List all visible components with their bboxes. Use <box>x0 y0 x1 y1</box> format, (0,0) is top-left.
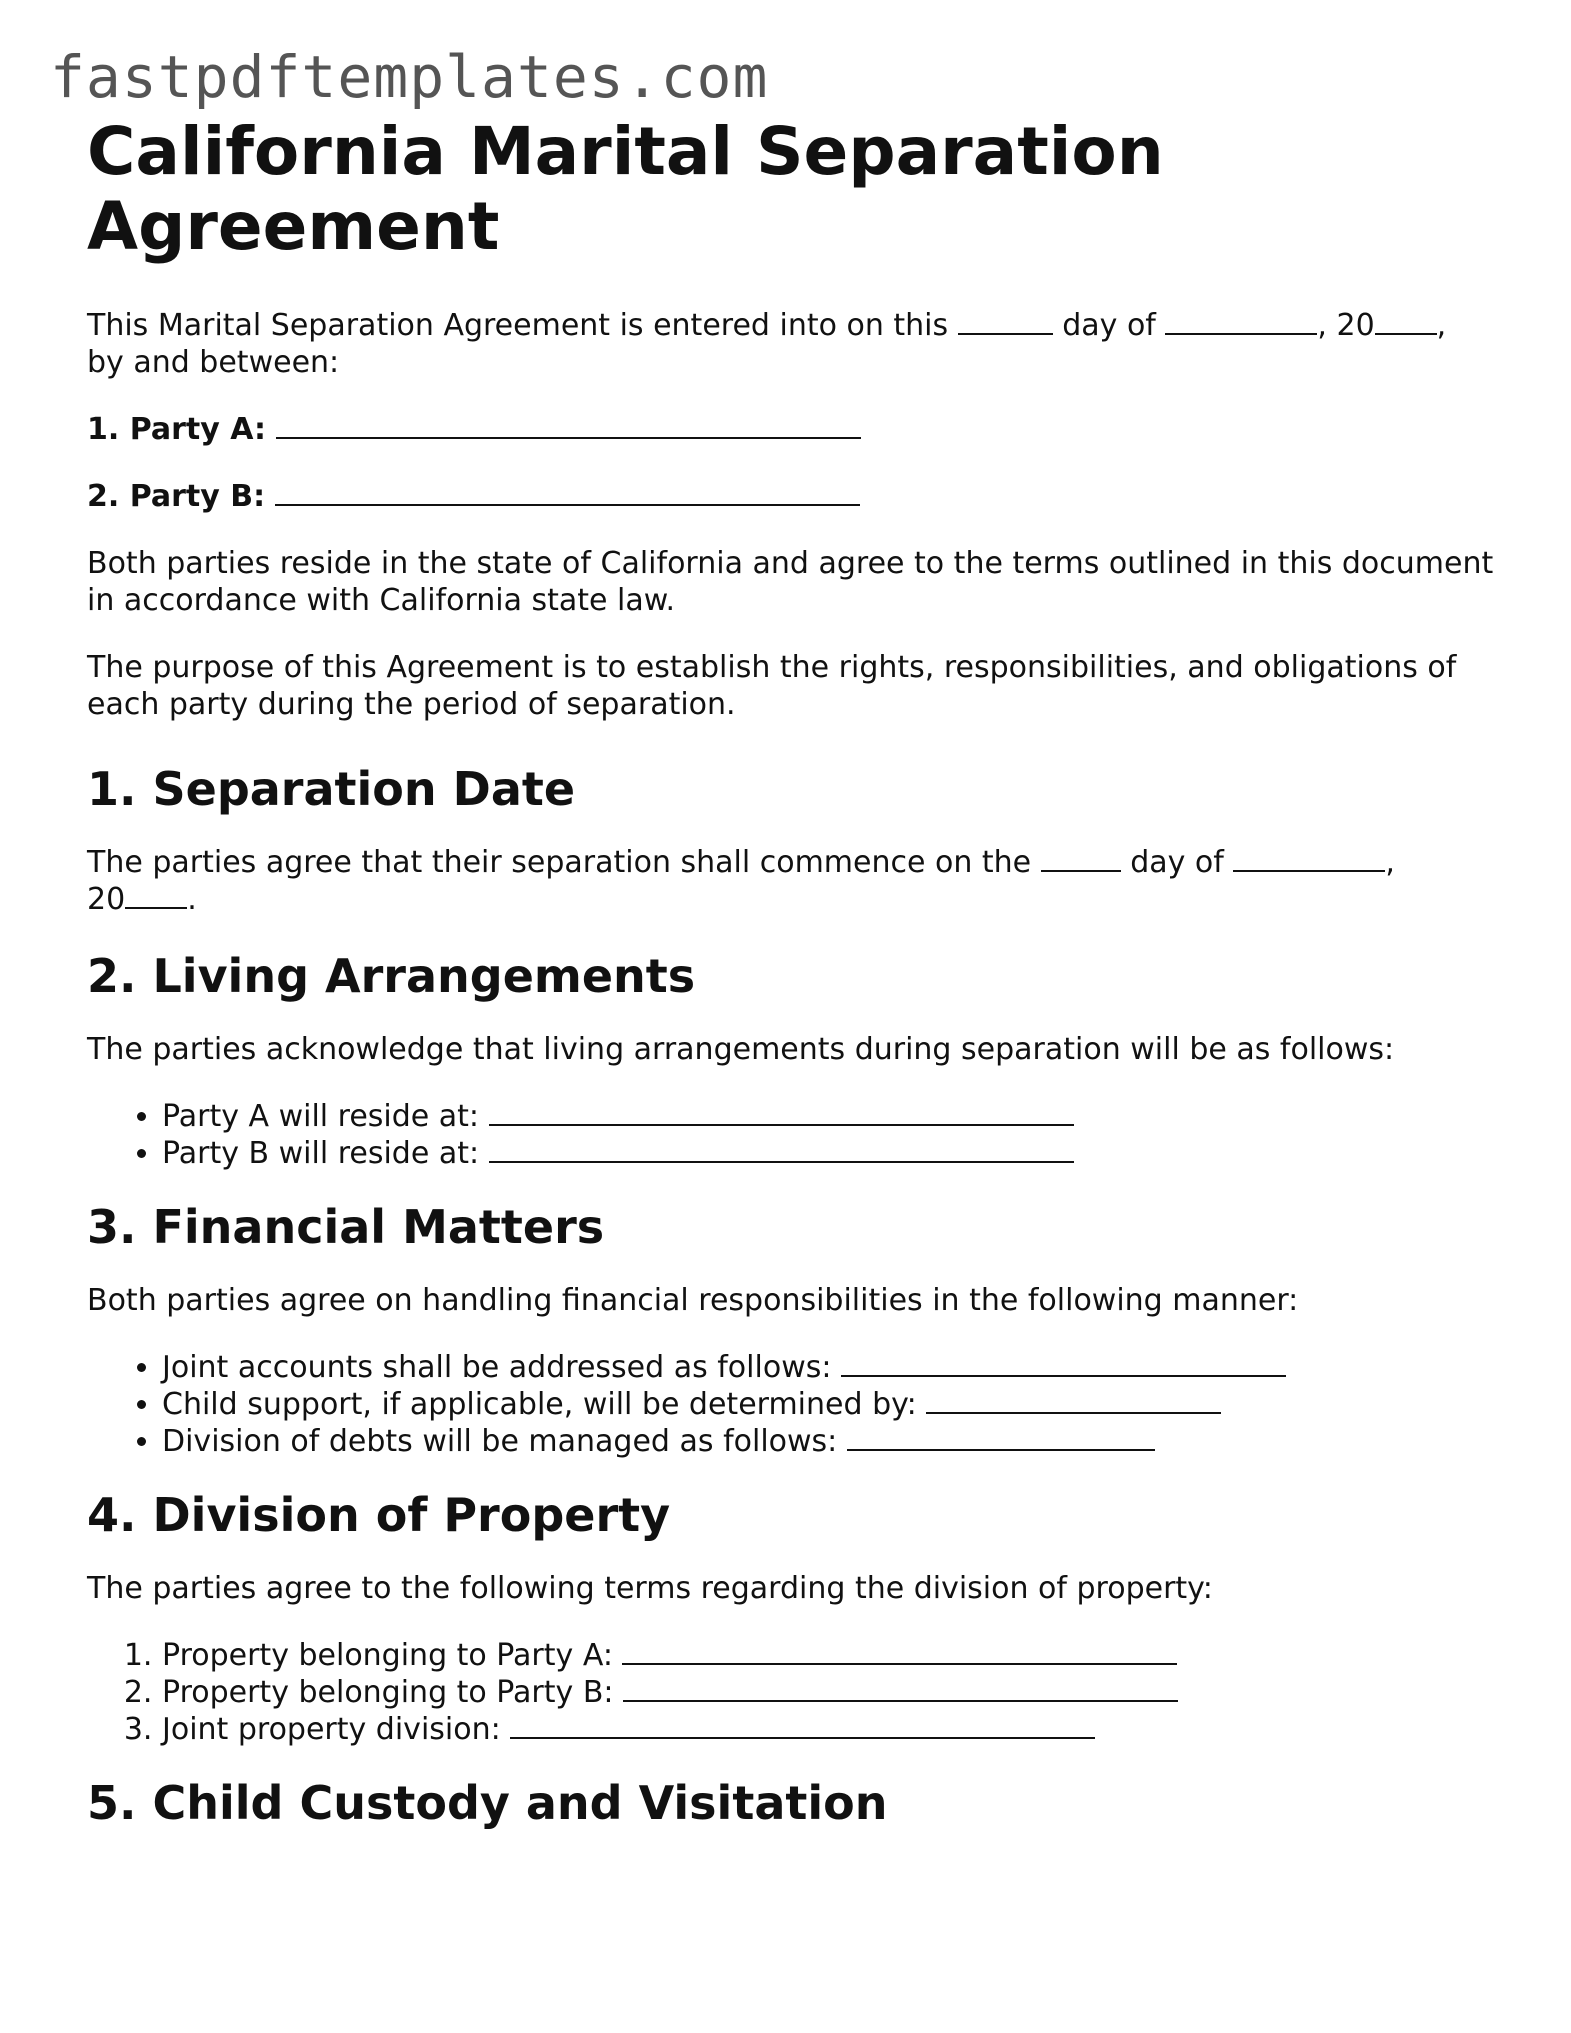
document-page <box>87 114 1507 1831</box>
property-paragraph: The parties agree to the following terms regarding the division of property: <box>87 1571 1213 1606</box>
list-item <box>162 1637 1507 1674</box>
joint-accounts-blank[interactable] <box>841 1349 1286 1377</box>
party-a-blank[interactable] <box>276 411 861 439</box>
party-b-label: 2. Party B: <box>87 479 266 514</box>
watermark: fastpdftemplates.com <box>50 43 769 111</box>
list-item-label: Property belonging to Party A: <box>162 1638 613 1673</box>
s1-text-d: 20 <box>87 882 126 917</box>
document-title: California Marital Separation Agreement <box>87 113 1164 265</box>
living-paragraph: The parties acknowledge that living arrangements during separation will be as follows: <box>87 1032 1395 1067</box>
section-1-heading: 1. Separation Date <box>87 762 576 816</box>
child-support-blank[interactable] <box>926 1386 1221 1414</box>
list-item-label: Division of debts will be managed as follows: <box>162 1424 838 1459</box>
party-b-blank[interactable] <box>275 478 860 506</box>
party-b-residence-blank[interactable] <box>489 1135 1074 1163</box>
section-5-heading: 5. Child Custody and Visitation <box>87 1776 888 1830</box>
s1-text-a: The parties agree that their separation shall commence on the <box>87 845 1032 880</box>
list-item-label: Child support, if applicable, will be determined by: <box>162 1387 917 1422</box>
financial-paragraph: Both parties agree on handling financial responsibilities in the following manner: <box>87 1283 1299 1318</box>
list-item <box>162 1674 1507 1711</box>
list-item-label: Joint accounts shall be addressed as follows: <box>162 1350 832 1385</box>
list-item <box>162 1423 1507 1460</box>
list-item <box>162 1135 1507 1172</box>
intro-text-a: This Marital Separation Agreement is entered into on this <box>87 308 949 343</box>
property-list <box>87 1637 1507 1748</box>
year-blank[interactable] <box>1375 307 1437 335</box>
list-item <box>162 1386 1507 1423</box>
list-item-label: Property belonging to Party B: <box>162 1675 614 1710</box>
party-b-line <box>87 478 1507 515</box>
residence-paragraph: Both parties reside in the state of California and agree to the terms outlined in this document in accordance with California state law. <box>87 546 1494 618</box>
s1-text-e: . <box>187 882 197 917</box>
financial-list <box>87 1349 1507 1460</box>
party-a-label: 1. Party A: <box>87 412 267 447</box>
intro-paragraph <box>87 307 1507 381</box>
sep-year-blank[interactable] <box>125 881 187 909</box>
party-a-residence-blank[interactable] <box>489 1098 1074 1126</box>
sep-month-blank[interactable] <box>1233 844 1385 872</box>
section-3-heading: 3. Financial Matters <box>87 1200 605 1254</box>
s1-text-c: , <box>1385 845 1395 880</box>
intro-text-e: by and between: <box>87 345 340 380</box>
list-item <box>162 1349 1507 1386</box>
joint-property-blank[interactable] <box>510 1711 1095 1739</box>
section-4-heading: 4. Division of Property <box>87 1488 671 1542</box>
list-item <box>162 1098 1507 1135</box>
sep-day-blank[interactable] <box>1041 844 1121 872</box>
property-a-blank[interactable] <box>622 1637 1177 1665</box>
list-item <box>162 1711 1507 1748</box>
day-blank[interactable] <box>958 307 1053 335</box>
list-item-label: Party A will reside at: <box>162 1099 480 1134</box>
s1-text-b: day of <box>1130 845 1224 880</box>
separation-date-paragraph <box>87 844 1507 918</box>
party-a-line <box>87 411 1507 448</box>
intro-text-b: day of <box>1062 308 1156 343</box>
month-blank[interactable] <box>1165 307 1317 335</box>
intro-text-d: , <box>1436 308 1447 343</box>
list-item-label: Joint property division: <box>162 1712 501 1747</box>
section-2-heading: 2. Living Arrangements <box>87 949 696 1003</box>
living-list <box>87 1098 1507 1172</box>
debts-blank[interactable] <box>847 1423 1155 1451</box>
intro-text-c: , 20 <box>1317 308 1375 343</box>
property-b-blank[interactable] <box>623 1674 1178 1702</box>
list-item-label: Party B will reside at: <box>162 1136 480 1171</box>
purpose-paragraph: The purpose of this Agreement is to establish the rights, responsibilities, and obligations of each party during the period of separation. <box>87 650 1457 722</box>
